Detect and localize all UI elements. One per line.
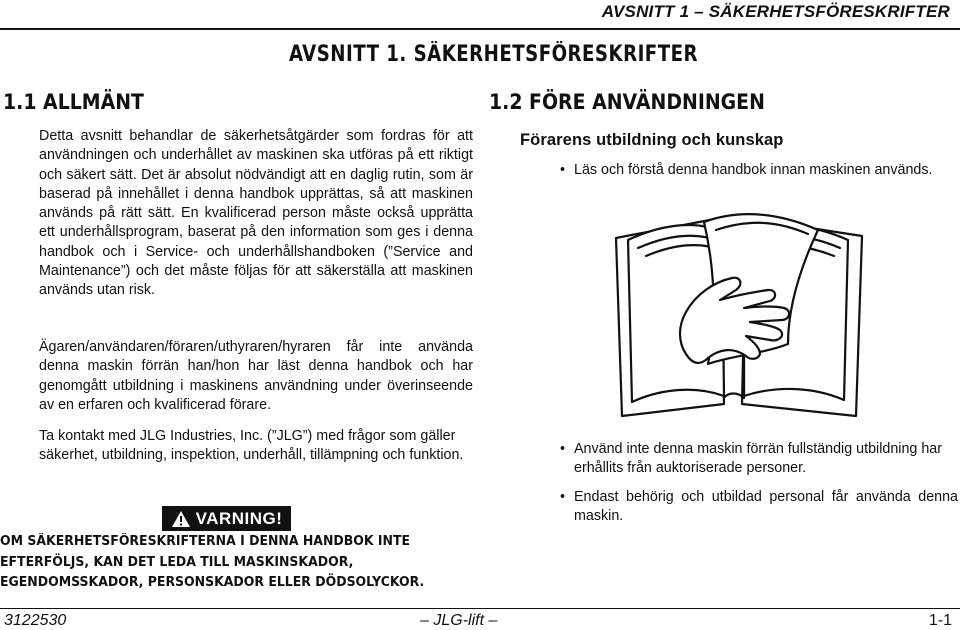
warning-badge (162, 506, 291, 531)
section-title: AVSNITT 1. SÄKERHETSFÖRESKRIFTER (289, 42, 698, 67)
bullet-item: • Endast behörig och utbildad personal får använda denna maskin. (560, 488, 958, 527)
bullet-item: • Läs och förstå denna handbok innan maskinen används. (560, 161, 958, 180)
heading-allmant: 1.1 ALLMÄNT (3, 90, 144, 114)
open-book-hand-illustration (612, 204, 868, 418)
warning-label: VARNING! (195, 508, 283, 528)
bullet-list-1 (560, 161, 958, 180)
paragraph-intro: Detta avsnitt behandlar de säkerhetsåtgärder som fordras för att användningen och underhållet av maskinen ska utföras på ett riktigt och säkert sätt. Det är absolut nödvändigt att en daglig rutin, som är baserad på innehållet i denna handbok upprättas, så att maskinen används på rätt sätt. En kvalificerad person måste också upprätta ett underhållsprogram, baserat på den information som ges i denna handbok och i Service- och underhållshandboken (”Service and Maintenance”) och det måste följas för att säkerställa att maskinen används utan risk. (39, 128, 473, 299)
bullet-list-2 (560, 440, 958, 526)
bullet-item: • Använd inte denna maskin förrän fullständig utbildning har erhållits från auktoriserade personer. (560, 440, 958, 479)
footer-center-title: – JLG-lift – (420, 612, 498, 629)
heading-fore-anvandningen: 1.2 FÖRE ANVÄNDNINGEN (489, 90, 765, 114)
footer-doc-number: 3122530 (4, 612, 67, 629)
paragraph-contact: Ta kontakt med JLG Industries, Inc. (”JLG”) med frågor som gäller säkerhet, utbildning, inspektion, underhåll, tillämpning och funktion. (39, 428, 464, 464)
footer-page-number: 1-1 (928, 612, 952, 629)
warning-triangle-icon (171, 510, 191, 528)
warning-text: OM SÄKERHETSFÖRESKRIFTERNA I DENNA HANDBOK INTE EFTERFÖLJS, KAN DET LEDA TILL MASKINSKADOR, EGENDOMSSKADOR, PERSONSKADOR ELLER DÖDSOLYCKOR. (0, 534, 425, 590)
subheading-forarens-utbildning: Förarens utbildning och kunskap (520, 131, 784, 149)
footer-rule (0, 608, 960, 609)
running-head: AVSNITT 1 – SÄKERHETSFÖRESKRIFTER (601, 2, 950, 21)
paragraph-owner: Ägaren/användaren/föraren/uthyraren/hyraren får inte använda denna maskin förrän han/hon har läst denna handbok och har genomgått utbildning i maskinens användning under överinseende av en erfaren och kvalificerad förare. (39, 339, 473, 413)
header-rule (0, 28, 960, 30)
